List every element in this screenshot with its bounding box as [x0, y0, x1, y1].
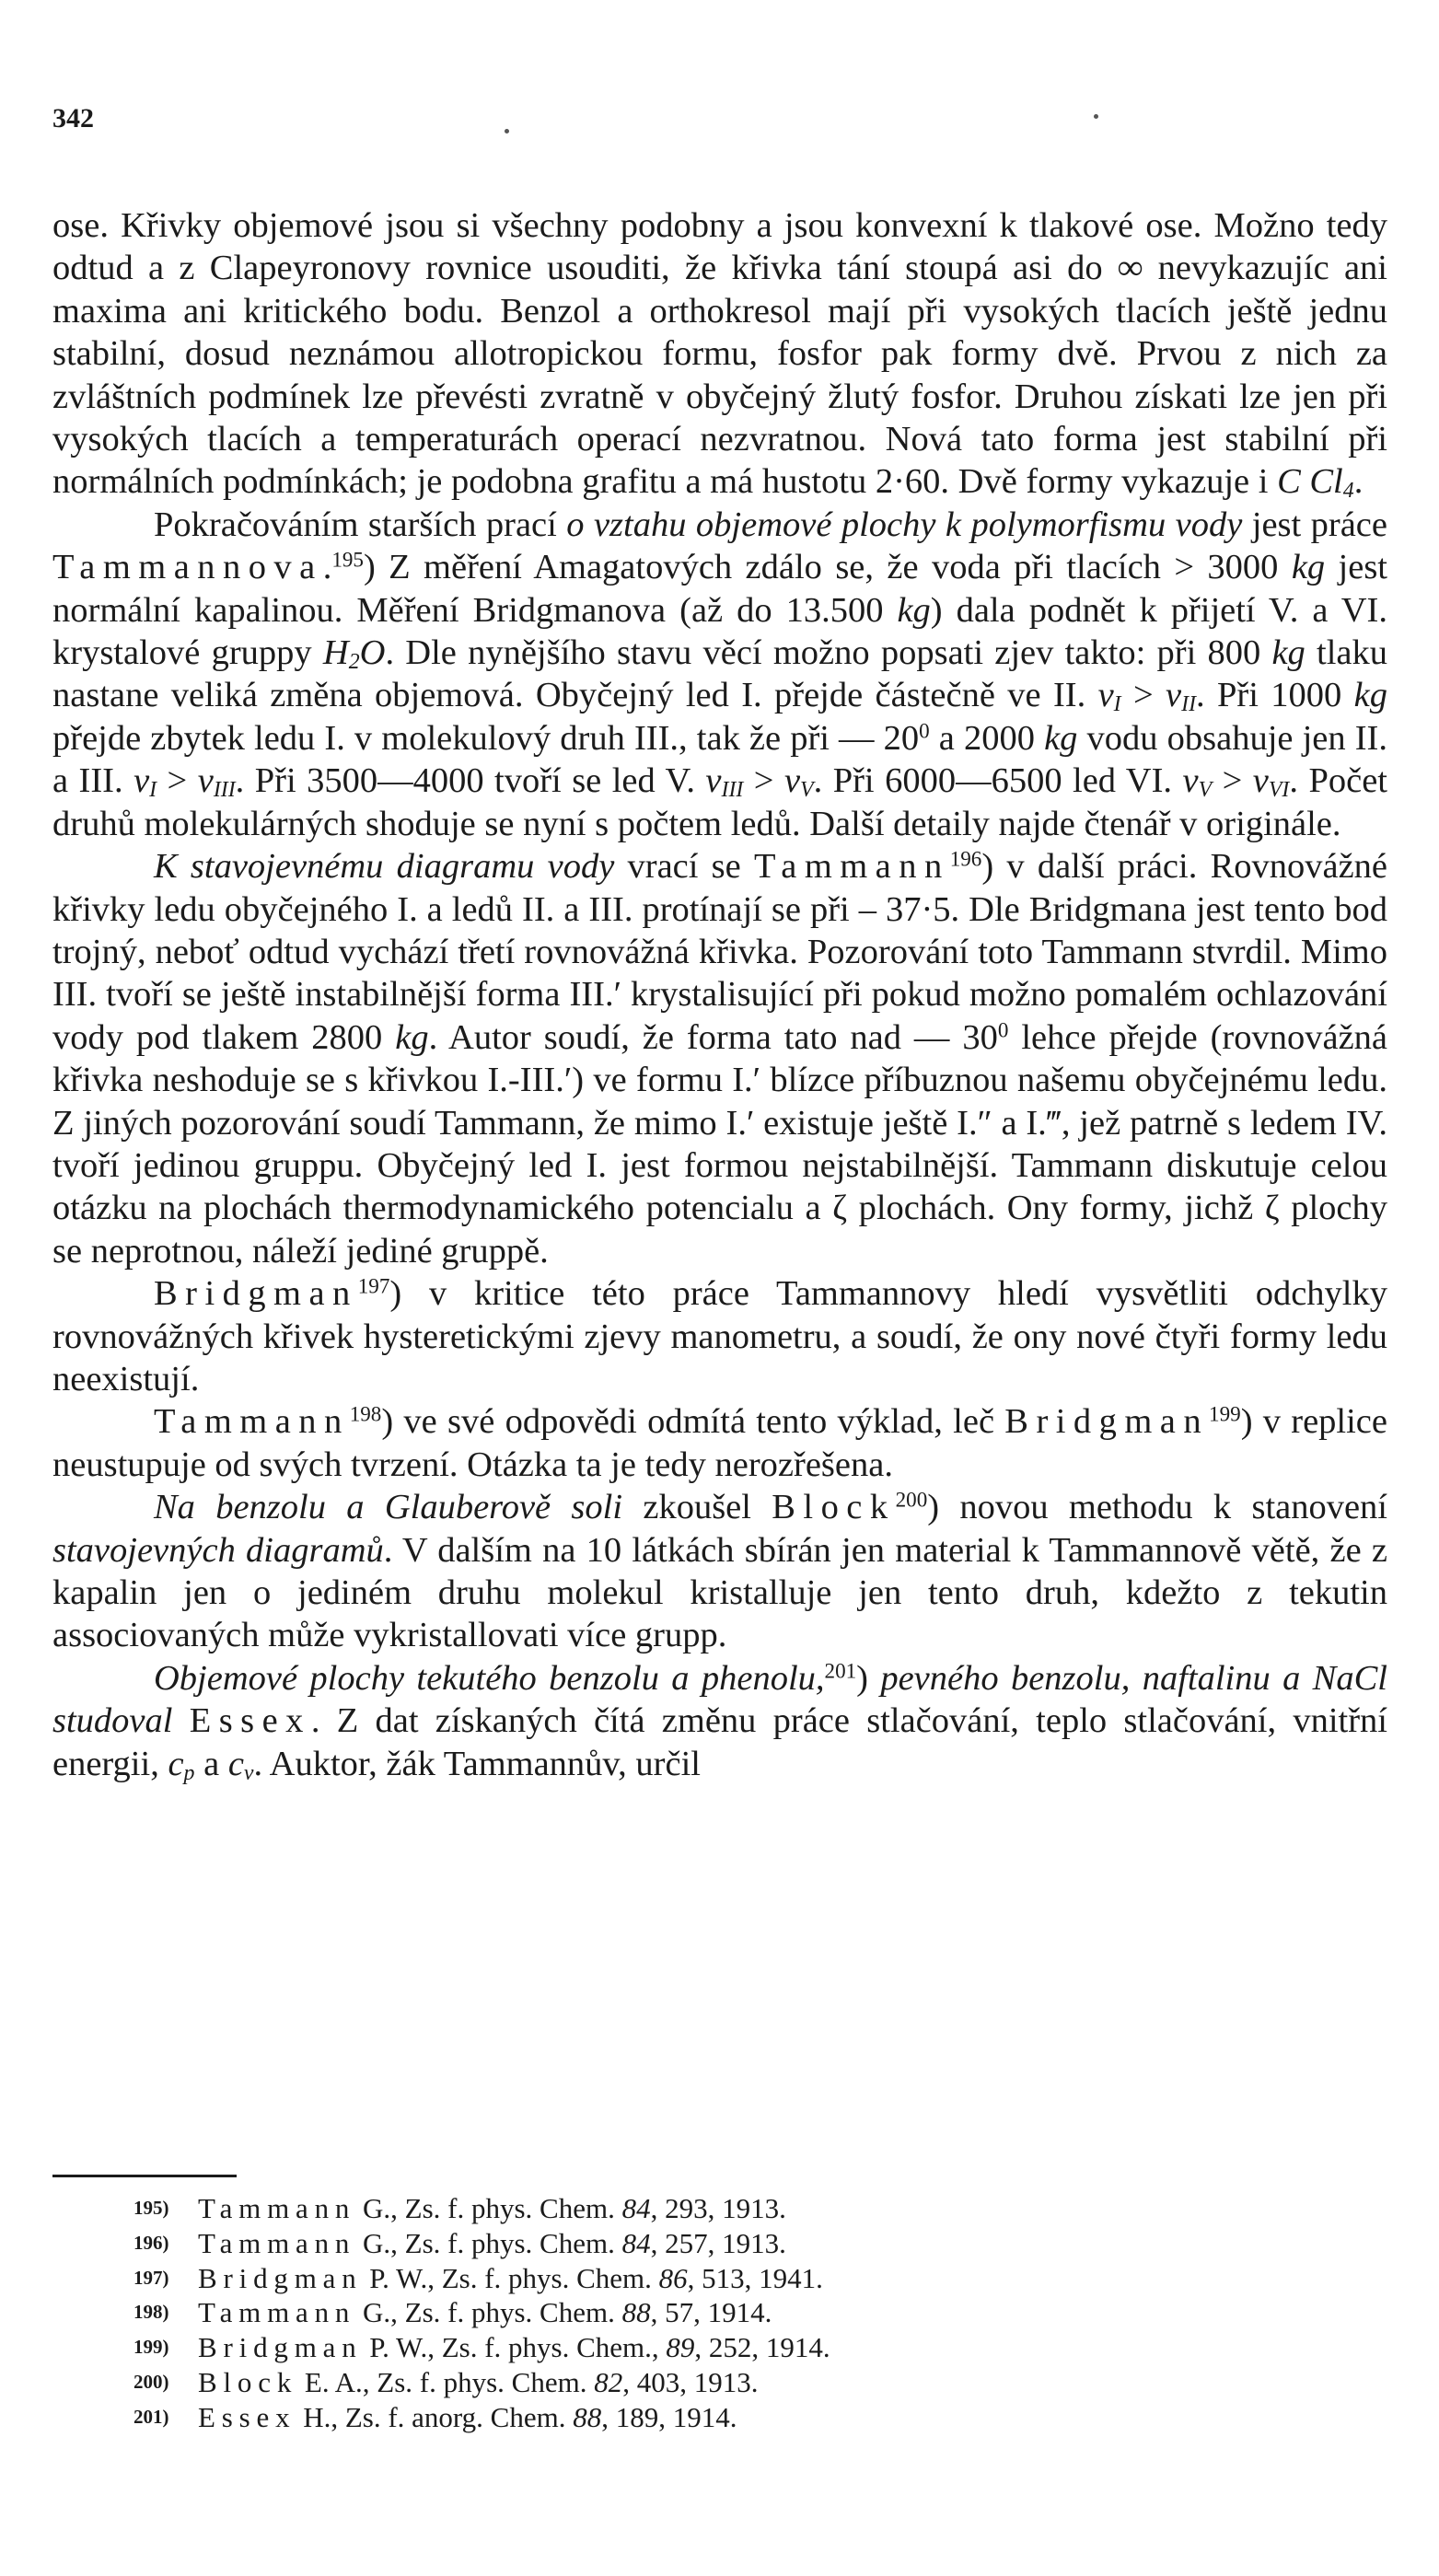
footnote-number: 200): [133, 2370, 169, 2393]
footnote-author: Block: [198, 2366, 298, 2399]
author-name: Essex: [189, 1701, 311, 1741]
footnote-author: Tammann: [198, 2296, 356, 2329]
text: lehce přejde (rovnovážná křivka neshoduje se s křivkou I.-III.′) ve formu I.′ blízce příbuznou našemu obyčejnému ledu. Z jiných pozorování soudí Tammann, že mimo I.′ existuje ještě I.″ a I.‴, jež patrně s ledem IV. tvoří jedinou gruppu. Obyčejný led I. jest formou nejstabilnější. Tammann diskutuje celou otázku na plochách thermodynamického potencialu a ζ plochách. Ony formy, jichž ζ plochy se neprotnou, náleží jediné gruppě.: [52, 1017, 1387, 1271]
author-name: Tammannova: [52, 548, 323, 587]
paragraph-6: [52, 1486, 1387, 1657]
footnote-number: 199): [133, 2336, 169, 2359]
text: . Při 6000—6500 led VI.: [813, 761, 1183, 801]
formula-ccl4: C $Cl_4$: [1277, 462, 1354, 504]
footnote-author: Essex: [198, 2400, 296, 2433]
unit: kg: [1271, 633, 1306, 673]
footnote-separator: [52, 2175, 237, 2177]
paragraph-2: Pokračováním starších prací o vztahu objemové plochy k polymorfismu vody jest práce Tammannova.$^{195}$) Z měření Amagatových zdálo se, že voda při tlacích > 3000 kg jest normální kapalinou. Měření Bridgmanova (až do 13.500 kg) dala podnět k přijetí V. a VI. krystalové gruppy $H_2O$. Dle nynějšího stavu věcí možno popsati zjev takto: při 800 kg tlaku nastane veliká změna objemová. Obyčejný led I. přejde částečně ve II. $v_I > v_{II}$. Při 1000 kg přejde zbytek ledu I. v molekulový druh III., tak že při — $20^0$ a 2000 kg vodu obsahuje jen II. a III. $v_I > v_{III}$. Při 3500—4000 tvoří se led V. $v_{III} > v_V$. Při 6000—6500 led VI. $v_V > v_{VI}$. Počet druhů molekulárných shoduje se nyní s počtem ledů. Další detaily najde čtenář v originále.: [52, 505, 1388, 843]
footnote-author: Bridgman: [198, 2261, 363, 2294]
footnote-author: Tammann: [198, 2192, 356, 2225]
text: ) Z měření Amagatových zdálo se, že voda při tlacích > 3000: [363, 548, 1292, 587]
footnote-number: 198): [133, 2301, 169, 2324]
footnote: 200) Block E. A., Zs. f. phys. Chem. 82, 403, 1913.: [133, 2366, 759, 2399]
text: ) novou methodu k stanovení: [927, 1488, 1388, 1527]
text: ) ve své odpovědi odmítá tento výklad, leč: [381, 1402, 1005, 1442]
italic-topic: Na benzolu a Glauberově soli: [154, 1488, 623, 1527]
text: Pokračováním starších prací: [154, 505, 567, 544]
footnote: 195) Tammann G., Zs. f. phys. Chem. 84, 293, 1913.: [133, 2192, 786, 2225]
unit: kg: [1044, 718, 1078, 758]
volume-symbol: $v_I$: [1097, 676, 1121, 717]
footnote: 197) Bridgman P. W., Zs. f. phys. Chem. 86, 513, 1941.: [133, 2261, 823, 2294]
text: ) v další práci. Rovnovážné křivky ledu obyčejného I. a ledů II. a III. protínají se při – 37·5. Dle Bridgmana jest tento bod trojný, neboť odtud vychází třetí rovnovážná křivka. Pozorování toto Tammann stvrdil. Mimo III. tvoří se ještě instabilnější forma III.′ krystalisující při pokud možno pomalém ochlazování vody pod tlakem 2800: [52, 847, 1388, 1057]
volume-symbol: $v_{II}$: [1166, 676, 1197, 717]
text: jest normální kapalinou. Měření Bridgmanova (až do 13.500: [52, 548, 1388, 630]
footnote-number: 201): [133, 2405, 169, 2428]
text: a 2000: [929, 718, 1045, 758]
page-number: 342: [52, 103, 94, 133]
footnote-ref: 196: [949, 846, 982, 871]
degree: 0: [919, 718, 930, 743]
text: ) dala podnět k přijetí V. a VI. krystalové gruppy: [52, 590, 1387, 673]
text: zkoušel: [622, 1488, 772, 1527]
volume-symbol: $v_{III}$: [705, 761, 744, 803]
volume-symbol: $v_{VI}$: [1252, 761, 1290, 803]
text: jest práce: [1242, 505, 1387, 544]
volume-symbol: $v_V$: [1182, 761, 1213, 803]
paragraph-5: [52, 1400, 1387, 1486]
paragraph-3: [52, 845, 1387, 1272]
text: . Při 1000: [1196, 676, 1354, 715]
footnote-author: Tammann: [198, 2226, 356, 2259]
text: . Auktor, žák Tammannův, určil: [253, 1744, 701, 1783]
text: . V dalším na 10 látkách sbírán jen material k Tammannově větě, že z kapalin jen o jediném druhu molekul kristalluje jen tento druh, kdežto z tekutin associovaných může vykristallovati více grupp.: [52, 1530, 1387, 1655]
footnote-volume: 84: [621, 2226, 651, 2259]
footnote: 199) Bridgman P. W., Zs. f. phys. Chem., 89, 252, 1914.: [133, 2331, 830, 2364]
footnote-ref: 197: [357, 1273, 390, 1298]
print-speck: [1094, 114, 1098, 119]
text: ): [856, 1658, 881, 1698]
text: nevykazujíc ani maxima ani kritického bodu. Benzol a orthokresol mají při vysokých tlacích ještě jednu stabilní, dosud neznámou allotropickou formu, fosfor pak formy dvě. Prvou z nich za zvláštních podmínek lze převésti zvratně v obyčejný žlutý fosfor. Druhou získati lze jen při vysokých tlacích a temperaturách operací nezvratnou. Nová tato forma jest stabilní při normálních podmínkách; je podobna grafitu a má hustotu 2·60. Dvě formy vykazuje i: [52, 249, 1388, 502]
author-name: Bridgman: [154, 1274, 358, 1314]
footnote: 198) Tammann G., Zs. f. phys. Chem. 88, 57, 1914.: [133, 2296, 772, 2329]
footnotes: [133, 2191, 1284, 2434]
author-name: Tammann: [753, 847, 950, 887]
unit: kg: [1353, 676, 1387, 715]
footnote: 196) Tammann G., Zs. f. phys. Chem. 84, 257, 1913.: [133, 2226, 786, 2259]
italic-topic: o vztahu objemové plochy k polymorfismu vody: [566, 505, 1243, 544]
main-text: [52, 204, 1387, 1785]
volume-symbol: $v_I$: [133, 761, 157, 803]
volume-symbol: $v_V$: [783, 761, 814, 803]
text: ) v replice neustupuje od svých tvrzení. Otázka ta je tedy nerozřešena.: [52, 1402, 1387, 1484]
paragraph-4: [52, 1272, 1387, 1400]
footnote-number: 196): [133, 2231, 169, 2254]
footnote-ref: 195: [331, 547, 364, 572]
footnote-ref: 201: [824, 1658, 857, 1683]
footnote-volume: 86: [658, 2261, 688, 2294]
italic-topic: stavojevných diagramů: [52, 1530, 384, 1570]
text: . Při 3500—4000 tvoří se led V.: [235, 761, 706, 801]
text: . Dle nynějšího stavu věcí možno popsati zjev takto: při 800: [385, 633, 1272, 673]
text: . Počet druhů molekulárných shoduje se nyní s počtem ledů. Další detaily najde čtenář v originále.: [52, 761, 1387, 843]
text: ) v kritice této práce Tammannovy hledí vysvětliti odchylky rovnovážných křivek hysteretickými zjevy manometru, a soudí, že ony nové čtyři formy ledu neexistují.: [52, 1274, 1387, 1398]
italic-topic: Objemové plochy tekutého benzolu a phenolu,: [154, 1658, 825, 1698]
symbol-cv: $c_v$: [227, 1744, 254, 1785]
paragraph-1: [52, 204, 1387, 504]
text: vrací se: [614, 847, 754, 887]
text: a: [194, 1744, 228, 1783]
author-name: Bridgman: [1004, 1402, 1210, 1442]
footnote-ref: 199: [1209, 1401, 1241, 1426]
text: přejde zbytek ledu I. v molekulový druh III., tak že při — 20: [52, 718, 920, 758]
text: . Z dat získaných čítá změnu práce stlačování, teplo stlačování, vnitřní energii,: [52, 1701, 1388, 1783]
text: . Autor soudí, že forma tato nad — 30: [428, 1017, 998, 1057]
footnote-volume: 88: [573, 2400, 602, 2433]
text: .: [1353, 462, 1364, 502]
paragraph-7: [52, 1657, 1387, 1785]
footnote-volume: 82: [594, 2366, 623, 2399]
infinity-symbol: ∞: [1117, 249, 1143, 288]
footnote-ref: 198: [349, 1401, 382, 1426]
footnote-author: Bridgman: [198, 2331, 363, 2364]
italic-topic: K stavojevnému diagramu vody: [154, 847, 615, 887]
footnote-ref: 200: [895, 1487, 928, 1512]
italic-topic: pevného benzolu, naftalinu a NaCl studoval: [52, 1658, 1387, 1741]
footnote-volume: 84: [621, 2192, 651, 2225]
author-name: Tammann: [154, 1402, 350, 1442]
unit: kg: [1291, 548, 1326, 587]
text: vodu obsahuje jen II. a III.: [52, 718, 1387, 801]
volume-symbol: $v_{III}$: [197, 761, 236, 803]
formula-h2o: $H_2O$: [322, 633, 386, 674]
footnote-volume: 88: [621, 2296, 651, 2329]
unit: kg: [395, 1017, 429, 1057]
degree: 0: [997, 1017, 1009, 1042]
author-name: Block: [772, 1488, 896, 1527]
footnote-number: 197): [133, 2266, 169, 2289]
symbol-cp: $c_p$: [168, 1744, 195, 1785]
print-speck: [505, 129, 509, 133]
footnote-volume: 89: [666, 2331, 695, 2364]
text: ose. Křivky objemové jsou si všechny podobny a jsou konvexní k tlakové ose. Možno tedy odtud a z Clapeyronovy rovnice usouditi, že křivka tání stoupá asi do: [52, 206, 1387, 288]
footnote: 201) Essex H., Zs. f. anorg. Chem. 88, 189, 1914.: [133, 2400, 737, 2433]
unit: kg: [897, 590, 931, 630]
footnote-number: 195): [133, 2197, 169, 2219]
text: tlaku nastane veliká změna objemová. Obyčejný led I. přejde částečně ve II.: [52, 633, 1387, 715]
